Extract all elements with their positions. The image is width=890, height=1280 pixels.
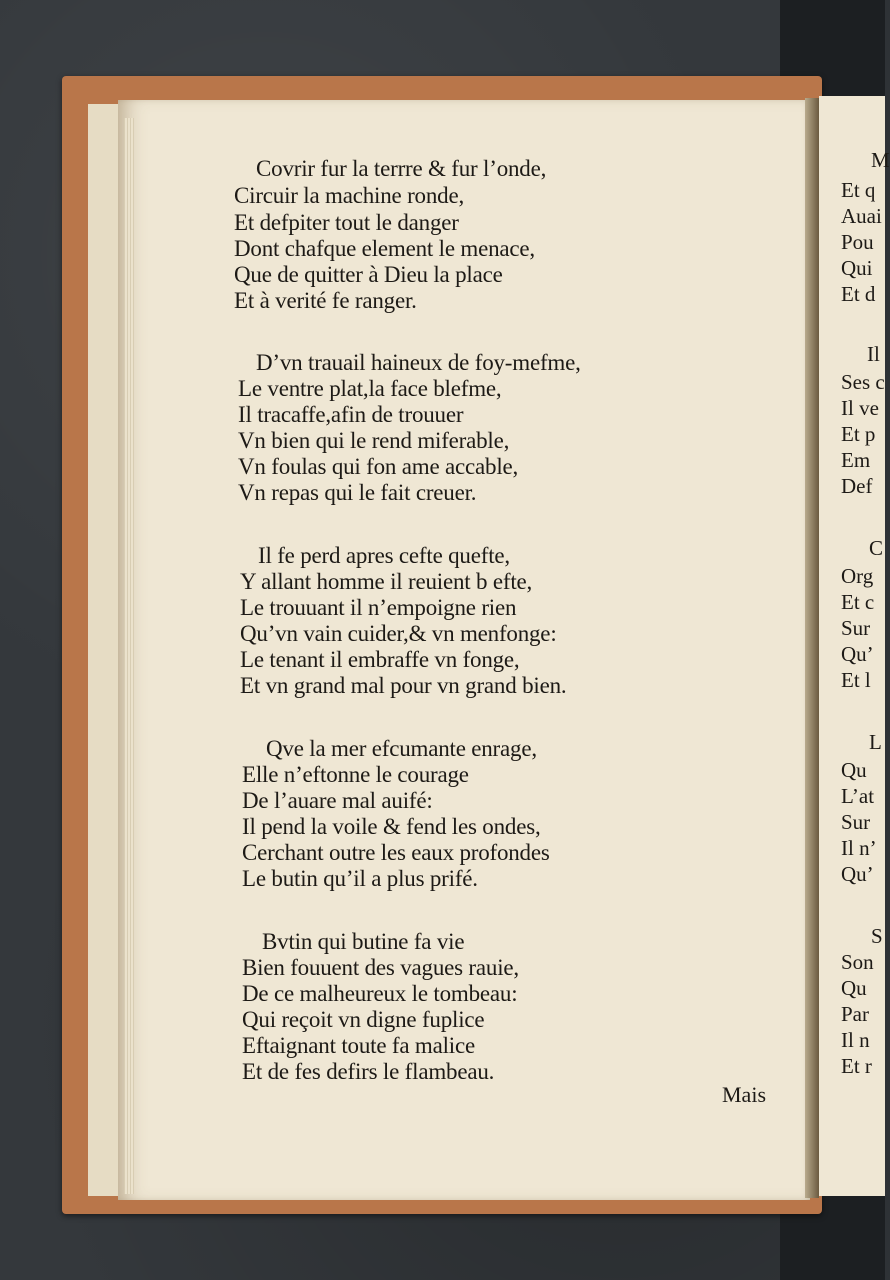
facing-page-fragment: M [871,148,890,172]
verse-line: Dont chafque element le menace, [234,236,535,261]
verse-line: Bvtin qui butine fa vie [262,929,465,954]
facing-page-fragment: Par [841,1002,869,1026]
verse-line: Le butin qu’il a plus prifé. [242,866,478,891]
facing-page-fragment: L [869,730,882,754]
verse-line: Circuir la machine ronde, [234,183,465,208]
facing-page-fragment: Pou [841,230,874,254]
facing-page-fragment: Ses c [841,370,885,394]
verse-line: Y allant homme il reuient b efte, [240,569,533,594]
facing-page-fragment: Org [841,564,874,588]
verse-line: Qve la mer efcumante enrage, [266,736,537,761]
facing-page-fragment: Et p [841,422,876,446]
verse-line: Le ventre plat,la face blefme, [238,376,502,401]
facing-page-fragment: Il n [841,1028,870,1052]
page-edges [124,118,134,1194]
facing-page-fragment: Qu’ [841,642,874,666]
verse-line: Cerchant outre les eaux profondes [242,840,550,865]
verse-line: Et defpiter tout le danger [234,210,459,235]
verse-line: De ce malheureux le tombeau: [242,981,518,1006]
verse-line: Elle n’eftonne le courage [242,762,469,787]
verse-line: Et de fes defirs le flambeau. [242,1059,495,1084]
facing-page-fragment: Sur [841,616,871,640]
facing-page-fragment: Il [867,342,880,366]
facing-page-fragment: Et d [841,282,876,306]
facing-page-fragment: Qu [841,758,867,782]
facing-page-fragment: Auai [841,204,882,228]
facing-page-fragment: Em [841,448,871,472]
facing-page-fragment: C [869,536,884,560]
verse-line: Il pend la voile & fend les ondes, [242,814,541,839]
facing-page-fragment: Qu [841,976,867,1000]
verse-line: Qu’vn vain cuider,& vn menfonge: [240,621,557,646]
verse-line: Eftaignant toute fa malice [242,1033,475,1058]
verse-line: Covrir fur la terrre & fur l’onde, [256,156,547,181]
book-gutter [805,98,819,1198]
facing-page-fragment: Son [841,950,874,974]
facing-page-fragment: L’at [841,784,875,808]
verse-line: D’vn trauail haineux de foy-mefme, [256,350,581,375]
verse-line: Il fe perd apres cefte quefte, [258,543,510,568]
facing-page-fragment: Qui [841,256,873,280]
verse-line: Et à verité fe ranger. [234,288,417,313]
verse-line: Bien fouuent des vagues rauie, [242,955,519,980]
facing-page-fragment: Et l [841,668,871,692]
facing-page-fragment: Il ve [841,396,879,420]
verse-line: Le tenant il embraffe vn fonge, [240,647,520,672]
facing-page-fragment: Et q [841,178,876,202]
facing-page-fragment: S [871,924,883,948]
catchword: Mais [722,1082,766,1107]
facing-page-fragment: Et c [841,590,875,614]
facing-page-fragment: Def [841,474,873,498]
facing-page-fragment: Il n’ [841,836,877,860]
verse-line: De l’auare mal auifé: [242,788,433,813]
facing-page-fragment: Qu’ [841,862,874,886]
verse-line: Vn repas qui le fait creuer. [238,480,477,505]
verse-line: Vn foulas qui fon ame accable, [238,454,519,479]
verse-line: Le trouuant il n’empoigne rien [240,595,517,620]
verse-line: Il tracaffe,afin de trouuer [238,402,464,427]
verse-line: Vn bien qui le rend miferable, [238,428,510,453]
facing-page-fragment: Sur [841,810,871,834]
facing-page-fragment: Et r [841,1054,872,1078]
verse-line: Que de quitter à Dieu la place [234,262,503,287]
verse-line: Qui reçoit vn digne fuplice [242,1007,485,1032]
verse-line: Et vn grand mal pour vn grand bien. [240,673,567,698]
facing-page-edge [819,96,890,1196]
